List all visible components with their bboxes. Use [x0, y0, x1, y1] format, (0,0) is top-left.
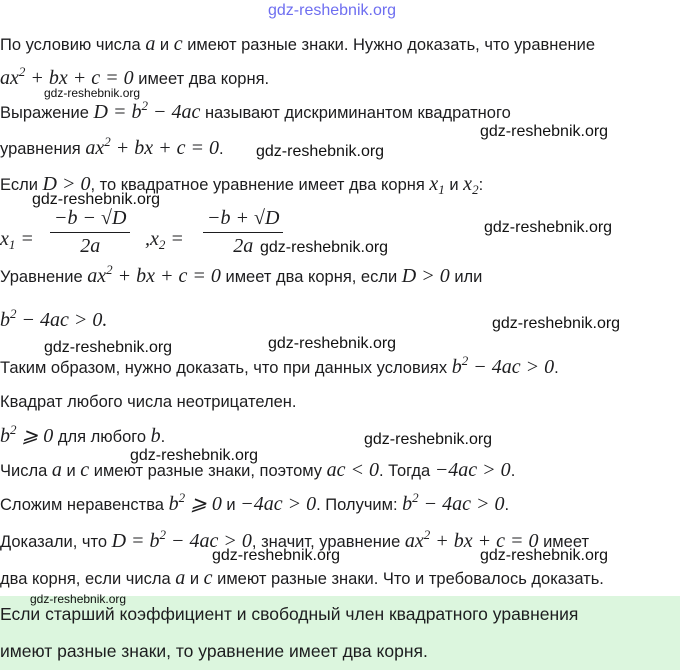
- root-x1-label: $x_1$ =: [0, 228, 34, 252]
- watermark: gdz-reshebnik.org: [32, 191, 161, 208]
- root-x2-fraction: $\frac{-b + √D}{2a}$: [203, 207, 283, 258]
- watermark: gdz-reshebnik.org: [212, 547, 341, 564]
- text-line-5: Если D > 0, то квадратное уравнение имеет два корня $x_1$ и $x_2$:: [0, 173, 484, 197]
- watermark: gdz-reshebnik.org: [130, 447, 259, 464]
- text-line-14: два корня, если числа a и c имеют разные знаки. Что и требовалось доказать.: [0, 567, 604, 589]
- text-line-13: Доказали, что $D = b^2 - 4ac > 0$, значит, уравнение $ax^2$ + bx + c = 0 имеет: [0, 527, 590, 552]
- watermark: gdz-reshebnik.org: [484, 219, 613, 236]
- text-line-8: Таким образом, нужно доказать, что при данных условиях $b^2 - 4ac > 0$.: [0, 353, 559, 378]
- watermark: gdz-reshebnik.org: [480, 547, 609, 564]
- watermark: gdz-reshebnik.org: [268, 2, 397, 19]
- summary-line-1: Если старший коэффициент и свободный член квадратного уравнения: [0, 604, 579, 624]
- text-line-1: По условию числа a и c имеют разные знаки. Нужно доказать, что уравнение: [0, 33, 596, 55]
- root-x2-label: $,x_2$ =: [145, 228, 184, 252]
- text-line-12: Сложим неравенства $b^2$ ⩾ 0 и −4ac > 0. Получим: $b^2 - 4ac > 0$.: [0, 490, 510, 515]
- watermark: gdz-reshebnik.org: [364, 431, 493, 448]
- summary-box: [0, 596, 680, 670]
- root-x1-fraction: $\frac{-b - √D}{2a}$: [50, 207, 130, 258]
- watermark: gdz-reshebnik.org: [256, 143, 385, 160]
- text-line-2: $ax^2$ + bx + c = 0 имеет два корня.: [0, 64, 270, 89]
- watermark: gdz-reshebnik.org: [480, 123, 609, 140]
- text-line-11: Числа a и c имеют разные знаки, поэтому ac < 0. Тогда −4ac > 0.: [0, 459, 516, 481]
- text-line-10: $b^2$ ⩾ 0 для любого b.: [0, 422, 166, 447]
- watermark: gdz-reshebnik.org: [30, 592, 127, 606]
- text-line-6: Уравнение $ax^2$ + bx + c = 0 имеет два корня, если D > 0 или: [0, 262, 483, 287]
- watermark: gdz-reshebnik.org: [268, 335, 397, 352]
- text-line-4: уравнения $ax^2$ + bx + c = 0.: [0, 134, 224, 159]
- text-line-7: $b^2 - 4ac > 0$.: [0, 306, 108, 331]
- watermark: gdz-reshebnik.org: [44, 86, 141, 100]
- text-line-3: Выражение $D = b^2 - 4ac$ называют дискриминантом квадратного: [0, 98, 511, 123]
- watermark: gdz-reshebnik.org: [44, 339, 173, 356]
- watermark: gdz-reshebnik.org: [260, 239, 389, 256]
- watermark: gdz-reshebnik.org: [492, 315, 621, 332]
- summary-line-2: имеют разные знаки, то уравнение имеет два корня.: [0, 641, 428, 661]
- text-line-9: Квадрат любого числа неотрицателен.: [0, 393, 297, 411]
